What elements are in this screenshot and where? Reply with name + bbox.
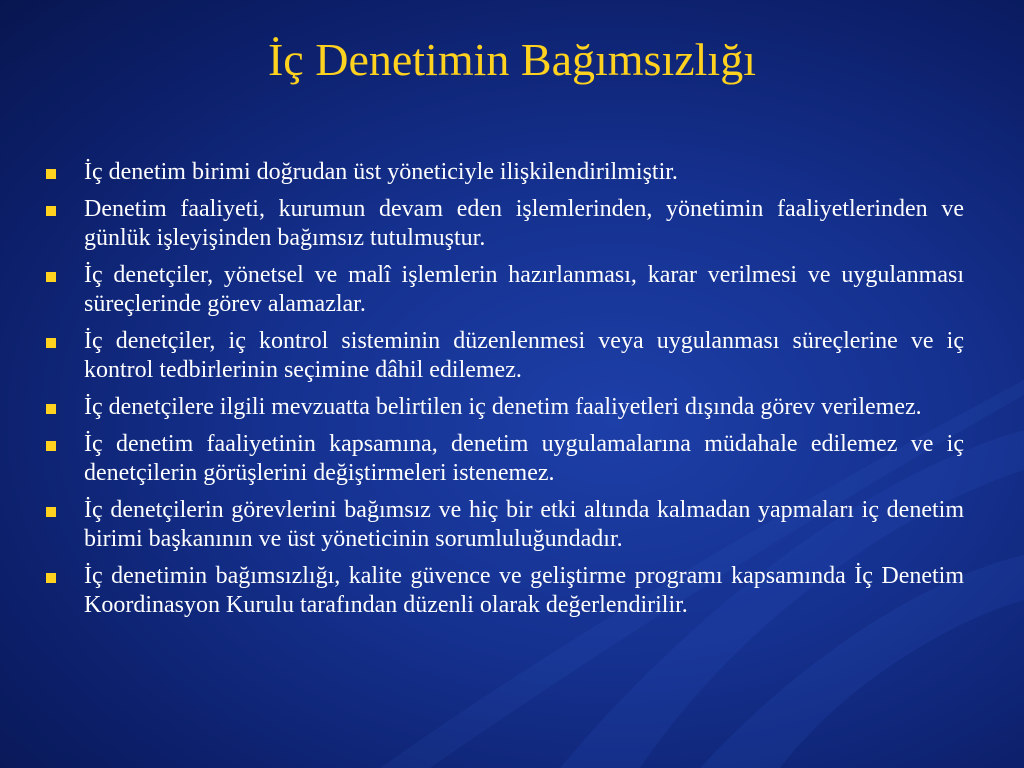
slide-title: İç Denetimin Bağımsızlığı: [267, 34, 756, 85]
bullet-item: [44, 393, 964, 422]
bullet-text: İç denetçiler, yönetsel ve malî işlemlerin hazırlanması, karar verilmesi ve uygulanması süreçlerinde görev alamazlar.: [84, 262, 964, 317]
square-bullet-icon: [46, 169, 56, 179]
square-bullet-icon: [46, 404, 56, 414]
bullet-item: [44, 496, 964, 554]
bullet-text: İç denetçilerin görevlerini bağımsız ve hiç bir etki altında kalmadan yapmaları iç denetim birimi başkanının ve üst yöneticinin sorumluluğundadır.: [84, 497, 964, 552]
bullet-text: İç denetim birimi doğrudan üst yöneticiyle ilişkilendirilmiştir.: [84, 159, 678, 185]
bullet-item: [44, 158, 964, 187]
bullet-item: [44, 195, 964, 253]
square-bullet-icon: [46, 272, 56, 282]
square-bullet-icon: [46, 441, 56, 451]
bullet-text: İç denetçilere ilgili mevzuatta belirtilen iç denetim faaliyetleri dışında görev verilemez.: [84, 394, 922, 420]
bullet-text: İç denetimin bağımsızlığı, kalite güvence ve geliştirme programı kapsamında İç Denetim Koordinasyon Kurulu tarafından düzenli olarak değerlendirilir.: [84, 563, 964, 618]
bullet-text: Denetim faaliyeti, kurumun devam eden işlemlerinden, yönetimin faaliyetlerinden ve günlük işleyişinden bağımsız tutulmuştur.: [84, 196, 964, 251]
square-bullet-icon: [46, 338, 56, 348]
square-bullet-icon: [46, 573, 56, 583]
bullet-item: [44, 562, 964, 620]
bullet-text: İç denetim faaliyetinin kapsamına, denetim uygulamalarına müdahale edilemez ve iç denetçilerin görüşlerini değiştirmeleri istenemez.: [84, 431, 964, 486]
bullet-text: İç denetçiler, iç kontrol sisteminin düzenlenmesi veya uygulanması süreçlerine ve iç kontrol tedbirlerinin seçimine dâhil edilemez.: [84, 328, 964, 383]
bullet-item: [44, 430, 964, 488]
bullet-list: [44, 158, 964, 628]
square-bullet-icon: [46, 507, 56, 517]
square-bullet-icon: [46, 206, 56, 216]
bullet-item: [44, 327, 964, 385]
bullet-item: [44, 261, 964, 319]
